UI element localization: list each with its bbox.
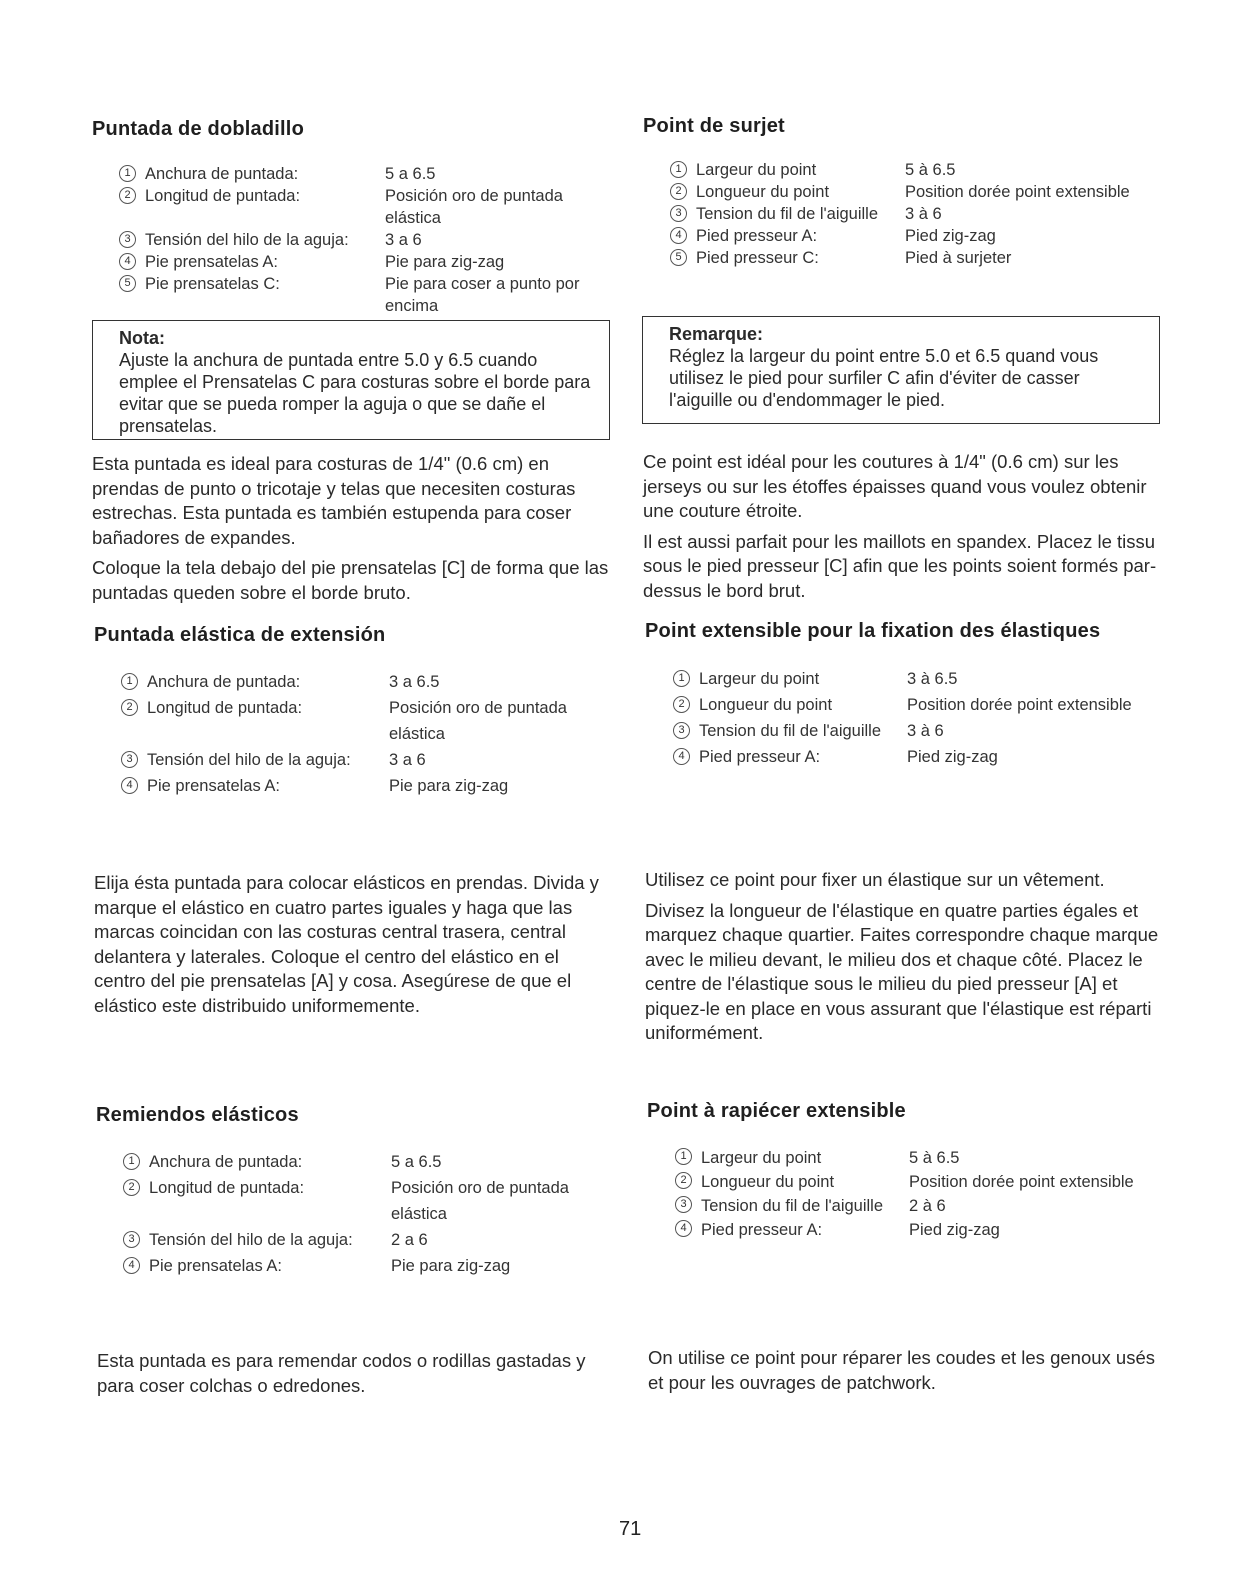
section-title: Puntada elástica de extensión — [94, 624, 386, 646]
settings-row — [123, 1149, 623, 1175]
setting-label: Pied presseur A: — [696, 227, 818, 245]
page-number: 71 — [619, 1518, 642, 1540]
setting-label: Tension du fil de l'aiguille — [696, 205, 879, 223]
setting-label: Anchura de puntada: — [147, 673, 301, 691]
setting-label: Tensión del hilo de la aguja: — [147, 751, 351, 769]
setting-value: 3 à 6 — [905, 205, 942, 223]
setting-value: Pie para zig-zag — [385, 253, 505, 271]
setting-label: Tensión del hilo de la aguja: — [145, 231, 349, 249]
paragraph: Coloque la tela debajo del pie prensatelas [C] de forma que las puntadas queden sobre el borde bruto. — [92, 557, 609, 603]
paragraph: Esta puntada es para remendar codos o rodillas gastadas y para coser colchas o edredones. — [97, 1350, 586, 1396]
settings-row — [673, 666, 1173, 692]
body-text — [97, 1349, 627, 1404]
setting-label: Longitud de puntada: — [145, 187, 301, 205]
setting-label: Tensión del hilo de la aguja: — [149, 1231, 353, 1249]
circled-number: 3 — [670, 205, 687, 222]
circled-number: 4 — [123, 1257, 140, 1274]
setting-value: 3 à 6 — [907, 722, 944, 740]
settings-row — [121, 669, 621, 695]
circled-number: 4 — [119, 253, 136, 270]
setting-value: 2 à 6 — [909, 1197, 946, 1215]
setting-label: Tension du fil de l'aiguille — [699, 722, 882, 740]
setting-label: Pied presseur C: — [696, 249, 819, 267]
settings-row — [119, 251, 619, 273]
circled-number: 2 — [123, 1179, 140, 1196]
setting-value: Posición oro de puntada elástica — [389, 699, 567, 743]
settings-row — [673, 692, 1173, 718]
circled-number: 4 — [675, 1220, 692, 1237]
settings-row — [119, 229, 619, 251]
setting-label: Pie prensatelas A: — [145, 253, 278, 271]
setting-value: Posición oro de puntada elástica — [391, 1179, 569, 1223]
section-title: Puntada de dobladillo — [92, 118, 304, 140]
setting-value: Position dorée point extensible — [905, 183, 1130, 201]
settings-row — [675, 1170, 1175, 1194]
setting-label: Tension du fil de l'aiguille — [701, 1197, 884, 1215]
circled-number: 5 — [119, 275, 136, 292]
settings-row — [675, 1146, 1175, 1170]
paragraph: Elija ésta puntada para colocar elásticos en prendas. Divida y marque el elástico en cuatro partes iguales y haga que las marcas coincidan con las costuras central trasera, central delantera y laterales. Coloque el centro del elástico en el centro del pie prensatelas [A] y cosa. Asegúrese de que el elástico este distribuido uniformemente. — [94, 872, 599, 1016]
setting-value: 5 à 6.5 — [905, 161, 956, 179]
settings-row — [123, 1227, 623, 1253]
settings-row — [675, 1194, 1175, 1218]
circled-number: 2 — [121, 699, 138, 716]
setting-value: 5 à 6.5 — [909, 1149, 960, 1167]
settings-row — [670, 203, 1170, 225]
circled-number: 3 — [123, 1231, 140, 1248]
note-box — [642, 316, 1160, 424]
settings-list — [673, 666, 1173, 770]
circled-number: 3 — [121, 751, 138, 768]
setting-value: Pie para zig-zag — [389, 777, 509, 795]
circled-number: 3 — [673, 722, 690, 739]
settings-row — [673, 718, 1173, 744]
body-text — [94, 871, 604, 1024]
paragraph: On utilise ce point pour réparer les coudes et les genoux usés et pour les ouvrages de patchwork. — [648, 1347, 1155, 1393]
section-title: Remiendos elásticos — [96, 1104, 299, 1126]
circled-number: 3 — [119, 231, 136, 248]
settings-row — [119, 185, 619, 229]
settings-row — [123, 1175, 623, 1227]
circled-number: 2 — [675, 1172, 692, 1189]
settings-list — [119, 163, 619, 317]
circled-number: 4 — [121, 777, 138, 794]
setting-value: Pie para zig-zag — [391, 1257, 511, 1275]
circled-number: 1 — [121, 673, 138, 690]
settings-list — [123, 1149, 623, 1279]
setting-value: 3 à 6.5 — [907, 670, 958, 688]
paragraph: Esta puntada es ideal para costuras de 1/4" (0.6 cm) en prendas de punto o tricotaje y telas que necesiten costuras estrechas. Esta puntada es también estupenda para coser bañadores de expandes. — [92, 453, 576, 548]
setting-value: Posición oro de puntada elástica — [385, 187, 563, 227]
setting-value: 5 a 6.5 — [385, 165, 436, 183]
setting-label: Largeur du point — [701, 1149, 822, 1167]
circled-number: 4 — [670, 227, 687, 244]
setting-label: Pied presseur A: — [701, 1221, 823, 1239]
body-text — [648, 1346, 1168, 1401]
setting-value: Pied zig-zag — [905, 227, 996, 245]
circled-number: 1 — [675, 1148, 692, 1165]
body-text — [645, 868, 1165, 1052]
settings-list — [675, 1146, 1175, 1242]
setting-value: 3 a 6 — [385, 231, 422, 249]
settings-row — [670, 159, 1170, 181]
settings-row — [670, 225, 1170, 247]
setting-label: Anchura de puntada: — [145, 165, 299, 183]
settings-row — [121, 695, 621, 747]
setting-label: Pie prensatelas A: — [147, 777, 280, 795]
section-title: Point de surjet — [643, 115, 785, 137]
setting-label: Anchura de puntada: — [149, 1153, 303, 1171]
section-title: Point à rapiécer extensible — [647, 1100, 906, 1122]
paragraph: Il est aussi parfait pour les maillots en spandex. Placez le tissu sous le pied presseur [C] afin que les points soient formés par-dessus le bord brut. — [643, 530, 1157, 601]
note-text: Ajuste la anchura de puntada entre 5.0 y 6.5 cuando emplee el Prensatelas C para costuras sobre el borde para evitar que se pueda romper la aguja o que se dañe el prensatelas. — [119, 350, 591, 436]
setting-label: Longueur du point — [696, 183, 830, 201]
circled-number: 1 — [123, 1153, 140, 1170]
note-title: Remarque: — [669, 324, 764, 344]
paragraph: Utilisez ce point pour fixer un élastique sur un vêtement. — [645, 869, 1105, 890]
setting-label: Pie prensatelas A: — [149, 1257, 282, 1275]
settings-list — [670, 159, 1170, 269]
setting-label: Largeur du point — [696, 161, 817, 179]
settings-row — [121, 773, 621, 799]
settings-row — [673, 744, 1173, 770]
note-title: Nota: — [119, 328, 165, 348]
circled-number: 1 — [673, 670, 690, 687]
settings-row — [675, 1218, 1175, 1242]
setting-label: Longueur du point — [699, 696, 833, 714]
circled-number: 1 — [119, 165, 136, 182]
section-title: Point extensible pour la fixation des élastiques — [645, 620, 1101, 642]
circled-number: 4 — [673, 748, 690, 765]
setting-value: Position dorée point extensible — [909, 1173, 1134, 1191]
setting-label: Pied presseur A: — [699, 748, 821, 766]
settings-row — [119, 163, 619, 185]
circled-number: 5 — [670, 249, 687, 266]
setting-label: Largeur du point — [699, 670, 820, 688]
body-text — [92, 452, 612, 611]
paragraph: Ce point est idéal pour les coutures à 1/4" (0.6 cm) sur les jerseys ou sur les étoffes épaisses quand vous voulez obtenir une couture étroite. — [643, 451, 1147, 521]
circled-number: 2 — [670, 183, 687, 200]
setting-value: Pied zig-zag — [907, 748, 998, 766]
setting-label: Longitud de puntada: — [147, 699, 303, 717]
circled-number: 2 — [673, 696, 690, 713]
setting-value: 3 a 6 — [389, 751, 426, 769]
note-box — [92, 320, 610, 440]
settings-row — [670, 247, 1170, 269]
body-text — [643, 450, 1163, 609]
circled-number: 2 — [119, 187, 136, 204]
note-text: Réglez la largeur du point entre 5.0 et 6.5 quand vous utilisez le pied pour surfiler C afin d'éviter de casser l'aiguille ou d'endommager le pied. — [669, 346, 1099, 410]
setting-value: 2 a 6 — [391, 1231, 428, 1249]
setting-value: 3 a 6.5 — [389, 673, 440, 691]
settings-list — [121, 669, 621, 799]
settings-row — [121, 747, 621, 773]
settings-row — [119, 273, 619, 317]
circled-number: 3 — [675, 1196, 692, 1213]
setting-value: 5 a 6.5 — [391, 1153, 442, 1171]
paragraph: Divisez la longueur de l'élastique en quatre parties égales et marquez chaque quartier. Faites correspondre chaque marque avec le milieu devant, le milieu dos et chaque côté. Placez le centre de l'élastique sous le milieu du pied presseur [A] et piquez-le en place en vous assurant que l'élastique est réparti uniformément. — [645, 899, 1159, 1043]
setting-value: Pied à surjeter — [905, 249, 1012, 267]
setting-label: Pie prensatelas C: — [145, 275, 280, 293]
setting-value: Pie para coser a punto por encima — [385, 275, 580, 315]
setting-value: Pied zig-zag — [909, 1221, 1000, 1239]
setting-label: Longitud de puntada: — [149, 1179, 305, 1197]
circled-number: 1 — [670, 161, 687, 178]
setting-value: Position dorée point extensible — [907, 696, 1132, 714]
setting-label: Longueur du point — [701, 1173, 835, 1191]
settings-row — [123, 1253, 623, 1279]
settings-row — [670, 181, 1170, 203]
